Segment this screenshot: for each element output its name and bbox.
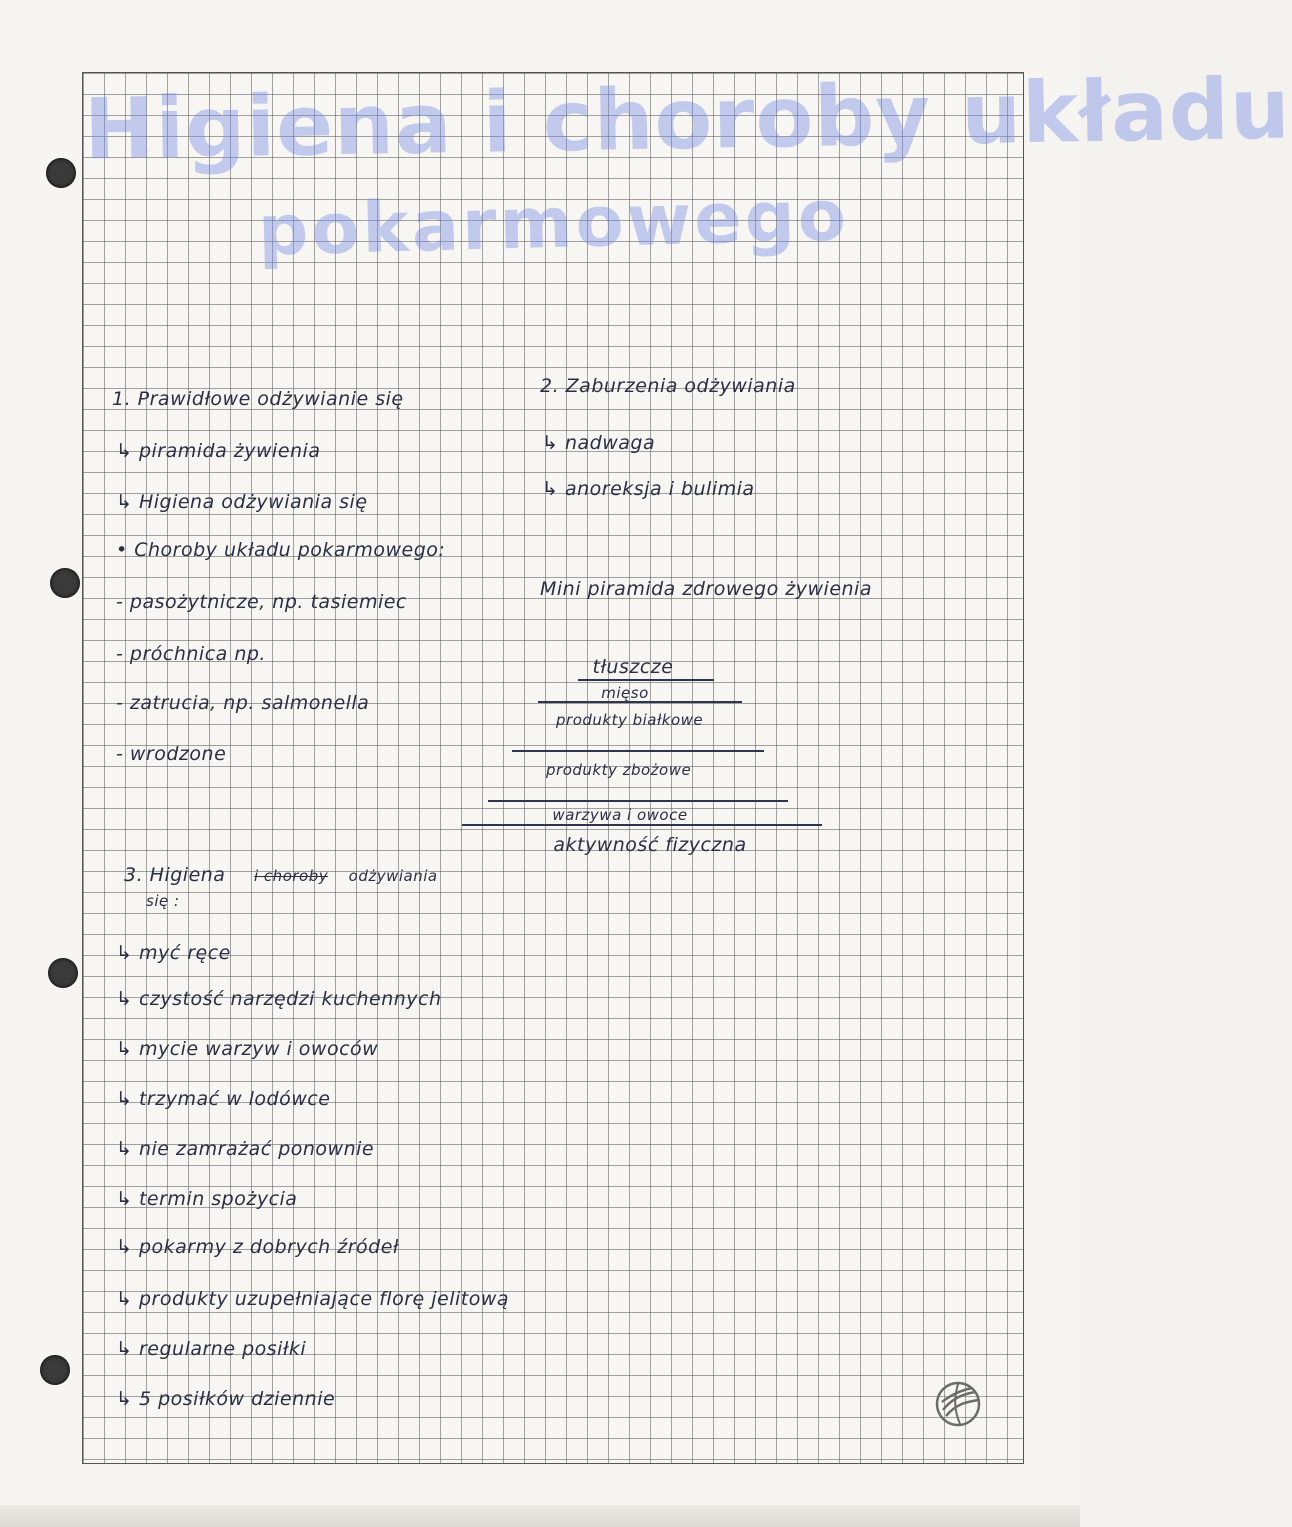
binder-hole-4	[40, 1355, 70, 1385]
pyramid-divider-4	[488, 800, 788, 802]
pyramid-level-1: tłuszcze	[592, 656, 674, 678]
left-line-6: - próchnica np.	[116, 643, 266, 665]
page-bottom-edge	[0, 1505, 1080, 1527]
section3-item-1: ↳ myć ręce	[116, 942, 231, 964]
section3-item-4: ↳ trzymać w lodówce	[116, 1088, 331, 1110]
section3-heading	[124, 864, 438, 886]
binder-hole-2	[50, 568, 80, 598]
section3-item-3: ↳ mycie warzyw i owoców	[116, 1038, 379, 1060]
pyramid-level-3: produkty białkowe	[556, 711, 704, 729]
pyramid-heading: Mini piramida zdrowego żywienia	[540, 578, 872, 600]
page-title-line-1: Higiena i choroby układu	[83, 59, 1292, 179]
pyramid-level-6: aktywność fizyczna	[553, 834, 747, 856]
binder-hole-1	[46, 158, 76, 188]
right-line-2: ↳ nadwaga	[542, 432, 656, 454]
section3-item-10: ↳ 5 posiłków dziennie	[116, 1388, 336, 1410]
left-line-7: - zatrucia, np. salmonella	[116, 692, 370, 714]
section3-item-9: ↳ regularne posiłki	[116, 1338, 307, 1360]
left-line-3: ↳ Higiena odżywiania się	[116, 491, 368, 513]
binder-hole-3	[48, 958, 78, 988]
section3-heading-start: 3. Higiena	[124, 864, 226, 886]
right-line-3: ↳ anoreksja i bulimia	[542, 478, 755, 500]
section3-item-8: ↳ produkty uzupełniające florę jelitową	[116, 1288, 510, 1310]
pyramid-divider-5	[462, 824, 822, 826]
left-line-4: • Choroby układu pokarmowego:	[116, 539, 446, 561]
pyramid-divider-3	[512, 750, 764, 752]
section3-item-7: ↳ pokarmy z dobrych źródeł	[116, 1236, 399, 1258]
pyramid-divider-1	[578, 679, 714, 681]
right-line-1: 2. Zaburzenia odżywiania	[540, 375, 796, 397]
section3-item-5: ↳ nie zamrażać ponownie	[116, 1138, 375, 1160]
section3-heading-end: odżywiania	[348, 867, 438, 885]
left-line-8: - wrodzone	[116, 743, 227, 765]
section3-item-2: ↳ czystość narzędzi kuchennych	[116, 988, 442, 1010]
left-line-1: 1. Prawidłowe odżywianie się	[112, 388, 404, 410]
section3-heading-struck: i choroby	[254, 867, 329, 885]
section3-item-6: ↳ termin spożycia	[116, 1188, 298, 1210]
pyramid-level-2: mięso	[601, 684, 649, 702]
pyramid-divider-2	[538, 701, 742, 703]
globe-logo-icon	[934, 1380, 982, 1428]
page-title-line-2: pokarmowego	[257, 174, 850, 272]
left-line-2: ↳ piramida żywienia	[116, 440, 321, 462]
pyramid-level-5: warzywa i owoce	[552, 806, 688, 824]
pyramid-level-4: produkty zbożowe	[546, 761, 692, 779]
section3-heading-cont: się :	[146, 892, 180, 910]
left-line-5: - pasożytnicze, np. tasiemiec	[116, 591, 407, 613]
